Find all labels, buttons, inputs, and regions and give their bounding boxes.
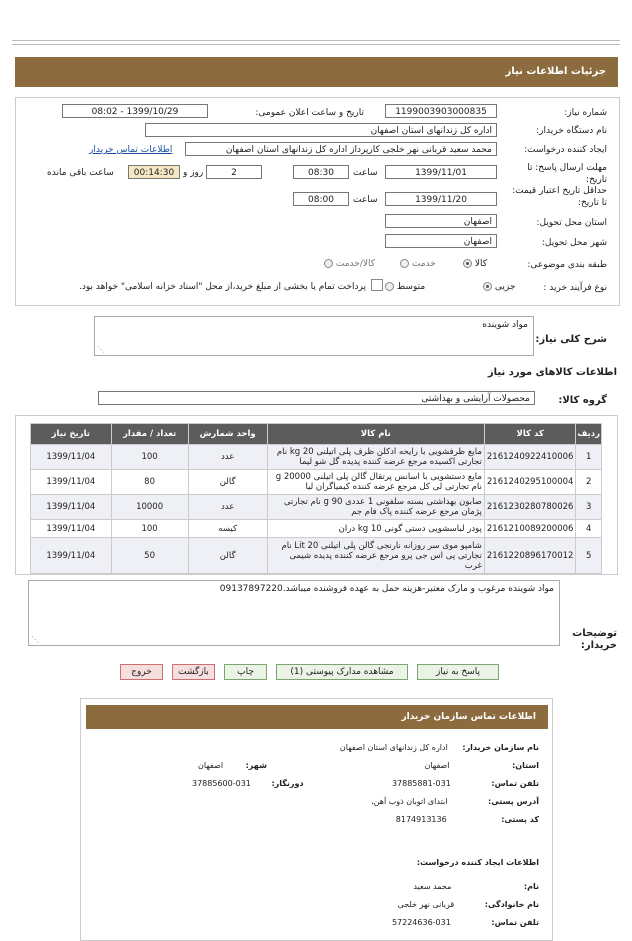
- card-fax: 031-37885600: [192, 779, 251, 788]
- table-row: [31, 538, 602, 574]
- card-phone-row: [392, 779, 539, 788]
- card-phone-label: تلفن تماس:: [491, 779, 539, 788]
- card-city: اصفهان: [198, 761, 224, 770]
- goods-group-field: محصولات آرایشی و بهداشتی: [98, 391, 535, 405]
- reply-date-field: 1399/11/01: [385, 165, 497, 179]
- category-option-goods[interactable]: کالا: [463, 259, 487, 269]
- cell-code: 2161240922410006: [484, 445, 576, 470]
- cell-index: 4: [576, 520, 602, 538]
- description-label: شرح کلی نیاز:: [535, 334, 607, 345]
- treasury-checkbox[interactable]: [371, 279, 383, 291]
- cell-code: 2161220896170012: [484, 538, 576, 574]
- cell-name: صابون بهداشتی بسته سلفونی 1 عددی 90 g نام تجارتی پژمان مرجع عرضه کننده پاک فام جم: [267, 495, 484, 520]
- card-postal-row: [396, 815, 539, 824]
- cell-index: 3: [576, 495, 602, 520]
- buyer-org-field: اداره کل زندانهای استان اصفهان: [145, 123, 497, 137]
- goods-group-label: گروه کالا:: [558, 395, 607, 406]
- col-date: تاریخ نیاز: [31, 424, 112, 445]
- description-field: مواد شوینده ⋰: [94, 316, 534, 356]
- exit-button[interactable]: خروج: [120, 664, 163, 680]
- cell-unit: عدد: [188, 445, 267, 470]
- purchase-option-medium[interactable]: متوسط: [385, 282, 425, 292]
- col-code: کد کالا: [484, 424, 576, 445]
- need-number-field: 1199003903000835: [385, 104, 497, 118]
- category-label: طبقه بندی موضوعی:: [527, 260, 607, 270]
- card-cphone-row: [392, 918, 539, 927]
- card-family-label: نام خانوادگی:: [484, 900, 539, 909]
- cell-code: 2161240295100004: [484, 470, 576, 495]
- col-index: ردیف: [576, 424, 602, 445]
- cell-code: 2161230280780026: [484, 495, 576, 520]
- cell-date: 1399/11/04: [31, 445, 112, 470]
- card-province: اصفهان: [424, 761, 450, 770]
- cell-name: شامپو موی سر روزانه نارنجی گالن پلی اتیلنی 20 Lit نام تجارتی پی اس جی پرو مرجع عرضه کننده پدیده شیمی غرب: [267, 538, 484, 574]
- cell-name: مایع دستشویی با اسانس پرتقال گالن پلی اتیلنی 20000 g نام تجارتی لی کل مرجع عرضه کننده کیمیاگران لیا: [267, 470, 484, 495]
- cell-unit: گالن: [188, 470, 267, 495]
- validity-date-field: 1399/11/20: [385, 192, 497, 206]
- attachments-button[interactable]: مشاهده مدارک پیوستی (1): [276, 664, 408, 680]
- cell-date: 1399/11/04: [31, 538, 112, 574]
- card-name-row: [413, 882, 539, 891]
- buyer-notes-label: توضیحات خریدار:: [572, 628, 617, 651]
- cell-qty: 50: [111, 538, 188, 574]
- cell-index: 1: [576, 445, 602, 470]
- back-button[interactable]: بازگشت: [172, 664, 215, 680]
- card-city-row: [198, 761, 267, 770]
- validity-time-label: ساعت: [353, 195, 378, 205]
- cell-name: مایع ظرفشویی با رایحه ادکلن ظرف پلی اتیلنی 20 kg نام تجارتی اکسیده مرجع عرضه کننده پدیده گل شو لیما: [267, 445, 484, 470]
- card-family-row: [398, 900, 539, 909]
- card-address-row: [371, 797, 539, 806]
- province-label: استان محل تحویل:: [536, 218, 607, 228]
- remaining-label: ساعت باقی مانده: [47, 168, 114, 178]
- announce-field: 1399/10/29 - 08:02: [62, 104, 208, 118]
- table-row: [31, 470, 602, 495]
- cell-qty: 100: [111, 445, 188, 470]
- card-family: قربانی نهر خلجی: [397, 900, 455, 909]
- cell-unit: کیسه: [188, 520, 267, 538]
- table-row: [31, 495, 602, 520]
- items-table: [30, 423, 602, 574]
- table-row: [31, 445, 602, 470]
- cell-date: 1399/11/04: [31, 470, 112, 495]
- city-label: شهر محل تحویل:: [541, 238, 607, 248]
- cell-code: 2161210089200006: [484, 520, 576, 538]
- validity-time-field: 08:00: [293, 192, 349, 206]
- card-org-row: [340, 743, 539, 752]
- category-option-goods-service[interactable]: کالا/خدمت: [324, 259, 375, 269]
- card-address: ابتدای اتوبان ذوب آهن،: [371, 797, 448, 806]
- buyer-org-label: نام دستگاه خریدار:: [536, 126, 607, 136]
- need-number-label: شماره نیاز:: [564, 108, 607, 118]
- card-province-label: استان:: [512, 761, 539, 770]
- contact-buyer-link[interactable]: اطلاعات تماس خریدار: [89, 145, 173, 155]
- resize-handle-icon: ⋰: [97, 345, 105, 354]
- card-postal-label: کد پستی:: [501, 815, 539, 824]
- card-postal: 8174913136: [395, 815, 447, 824]
- category-option-service[interactable]: خدمت: [400, 259, 436, 269]
- validity-label: حداقل تاریخ اعتبار قیمت: تا تاریخ:: [512, 186, 607, 208]
- card-fax-label: دورنگار:: [271, 779, 304, 788]
- cell-unit: عدد: [188, 495, 267, 520]
- resize-handle-icon: ⋰: [31, 635, 39, 644]
- cell-date: 1399/11/04: [31, 520, 112, 538]
- buyer-notes-field: مواد شوینده مرغوب و مارک معتبر-هزینه حمل به عهده فروشنده میباشد.09137897220 ⋰: [28, 580, 560, 646]
- col-unit: واحد شمارش: [188, 424, 267, 445]
- cell-qty: 100: [111, 520, 188, 538]
- top-divider: [12, 40, 620, 45]
- print-button[interactable]: چاپ: [224, 664, 267, 680]
- cell-unit: گالن: [188, 538, 267, 574]
- card-org: اداره کل زندانهای استان اصفهان: [339, 743, 448, 752]
- reply-deadline-label: مهلت ارسال پاسخ: تا تاریخ:: [527, 163, 607, 185]
- creator-label: ایجاد کننده درخواست:: [524, 145, 607, 155]
- radio-medium[interactable]: [385, 282, 394, 291]
- contact-card-header: اطلاعات تماس سازمان خریدار: [86, 705, 548, 729]
- cell-index: 2: [576, 470, 602, 495]
- city-field: اصفهان: [385, 234, 497, 248]
- announce-label: تاریخ و ساعت اعلان عمومی:: [255, 108, 364, 118]
- page-header: جزئیات اطلاعات نیاز: [15, 57, 618, 87]
- cell-qty: 80: [111, 470, 188, 495]
- days-field: 2: [206, 165, 262, 179]
- reply-time-field: 08:30: [293, 165, 349, 179]
- card-phone: 031-37885881: [391, 779, 451, 788]
- card-fax-row: [192, 779, 304, 788]
- radio-goods[interactable]: [463, 259, 472, 268]
- col-qty: تعداد / مقدار: [111, 424, 188, 445]
- goods-section-title: اطلاعات کالاهای مورد نیاز: [487, 367, 617, 378]
- radio-goods-service[interactable]: [324, 259, 333, 268]
- purchase-type-label: نوع فرآیند خرید :: [543, 283, 607, 293]
- remaining-time-field: 00:14:30: [128, 165, 180, 179]
- radio-service[interactable]: [400, 259, 409, 268]
- creator-field: محمد سعید قربانی نهر خلجی کارپرداز اداره کل زندانهای استان اصفهان: [185, 142, 497, 156]
- payment-note: پرداخت تمام یا بخشی از مبلغ خرید،از محل "اسناد خزانه اسلامی" خواهد بود.: [78, 282, 366, 292]
- card-city-label: شهر:: [245, 761, 267, 770]
- reply-button[interactable]: پاسخ به نیاز: [417, 664, 499, 680]
- card-address-label: آدرس پستی:: [488, 797, 539, 806]
- cell-name: پودر لباسشویی دستی گونی 10 kg دران: [267, 520, 484, 538]
- cell-index: 5: [576, 538, 602, 574]
- card-name-label: نام:: [523, 882, 539, 891]
- province-field: اصفهان: [385, 214, 497, 228]
- card-cphone: 031-57224636: [391, 918, 451, 927]
- radio-small[interactable]: [483, 282, 492, 291]
- card-province-row: [424, 761, 539, 770]
- card-creator-title: اطلاعات ایجاد کننده درخواست:: [416, 858, 539, 867]
- card-name: محمد سعید: [413, 882, 452, 891]
- col-name: نام کالا: [267, 424, 484, 445]
- cell-qty: 10000: [111, 495, 188, 520]
- reply-time-label: ساعت: [353, 168, 378, 178]
- card-org-label: نام سازمان خریدار:: [462, 743, 539, 752]
- card-cphone-label: تلفن تماس:: [491, 918, 539, 927]
- purchase-option-small[interactable]: جزیی: [483, 282, 515, 292]
- days-label: روز و: [183, 168, 204, 178]
- cell-date: 1399/11/04: [31, 495, 112, 520]
- table-row: [31, 520, 602, 538]
